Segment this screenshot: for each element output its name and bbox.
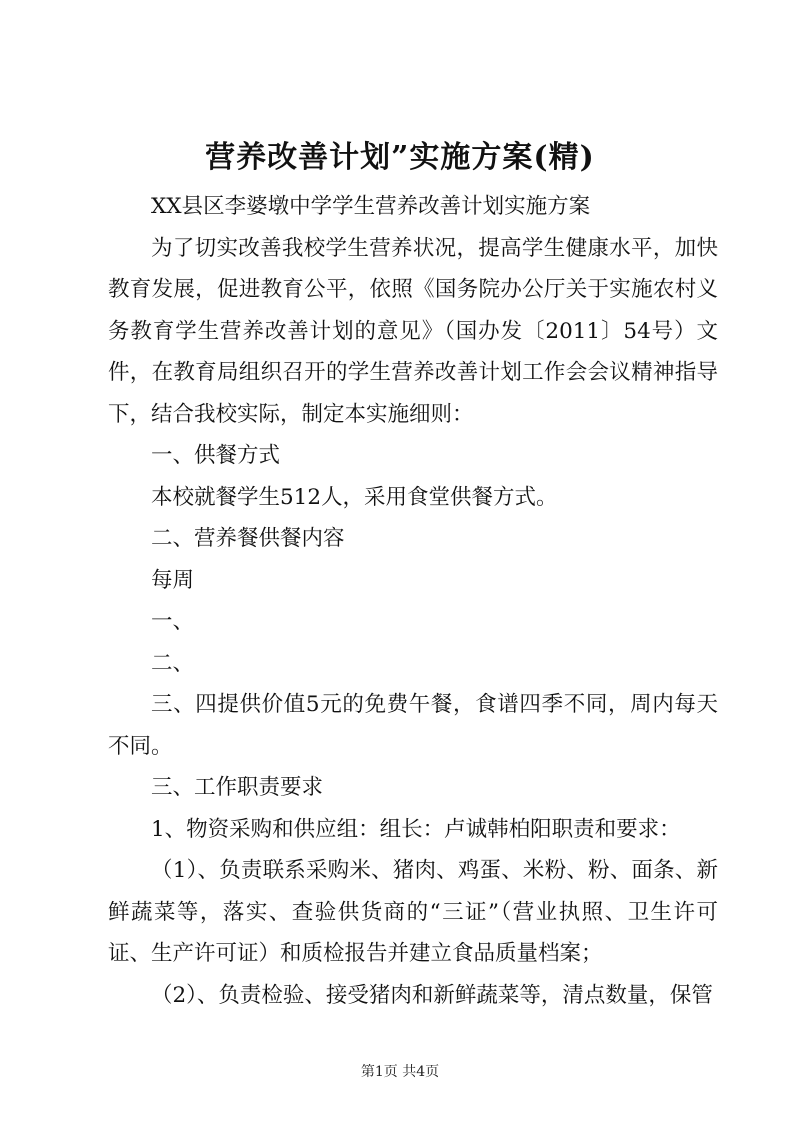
paragraph-intro: 为了切实改善我校学生营养状况，提高学生健康水平，加快教育发展，促进教育公平，依照《国务院办公厅关于实施农村义务教育学生营养改善计划的意见》（国办发〔2011〕54号）文件，在教育局组织召开的学生营养改善计划工作会会议精神指导下，结合我校实际，制定本实施细则： — [108, 235, 718, 427]
section-heading-3: 三、工作职责要求 — [151, 775, 324, 800]
paragraph: （2）、负责检验、接受猪肉和新鲜蔬菜等，清点数量，保管 — [151, 982, 713, 1008]
page-footer: 第1页 共4页 — [360, 1064, 440, 1080]
paragraph: 二、 — [151, 650, 195, 676]
paragraph: 每周 — [151, 567, 195, 593]
paragraph: （1）、负责联系采购米、猪肉、鸡蛋、米粉、粉、面条、新鲜蔬菜等，落实、查验供货商的“三证”（营业执照、卫生许可证、生产许可证）和质检报告并建立食品质量档案； — [108, 858, 718, 966]
section-heading-2: 二、营养餐供餐内容 — [151, 526, 345, 551]
document-body — [108, 186, 718, 1016]
paragraph: 三、四提供价值5元的免费午餐，食谱四季不同，周内每天不同。 — [108, 692, 718, 759]
document-title: 营养改善计划”实施方案(精) — [205, 140, 595, 175]
paragraph: 1、物资采购和供应组：组长：卢诚韩柏阳职责和要求： — [151, 816, 681, 842]
section-heading-1: 一、供餐方式 — [151, 443, 281, 468]
paragraph-subtitle: XX县区李婆墩中学学生营养改善计划实施方案 — [151, 194, 591, 219]
paragraph: 一、 — [151, 609, 195, 634]
paragraph: 本校就餐学生512人，采用食堂供餐方式。 — [151, 484, 558, 510]
